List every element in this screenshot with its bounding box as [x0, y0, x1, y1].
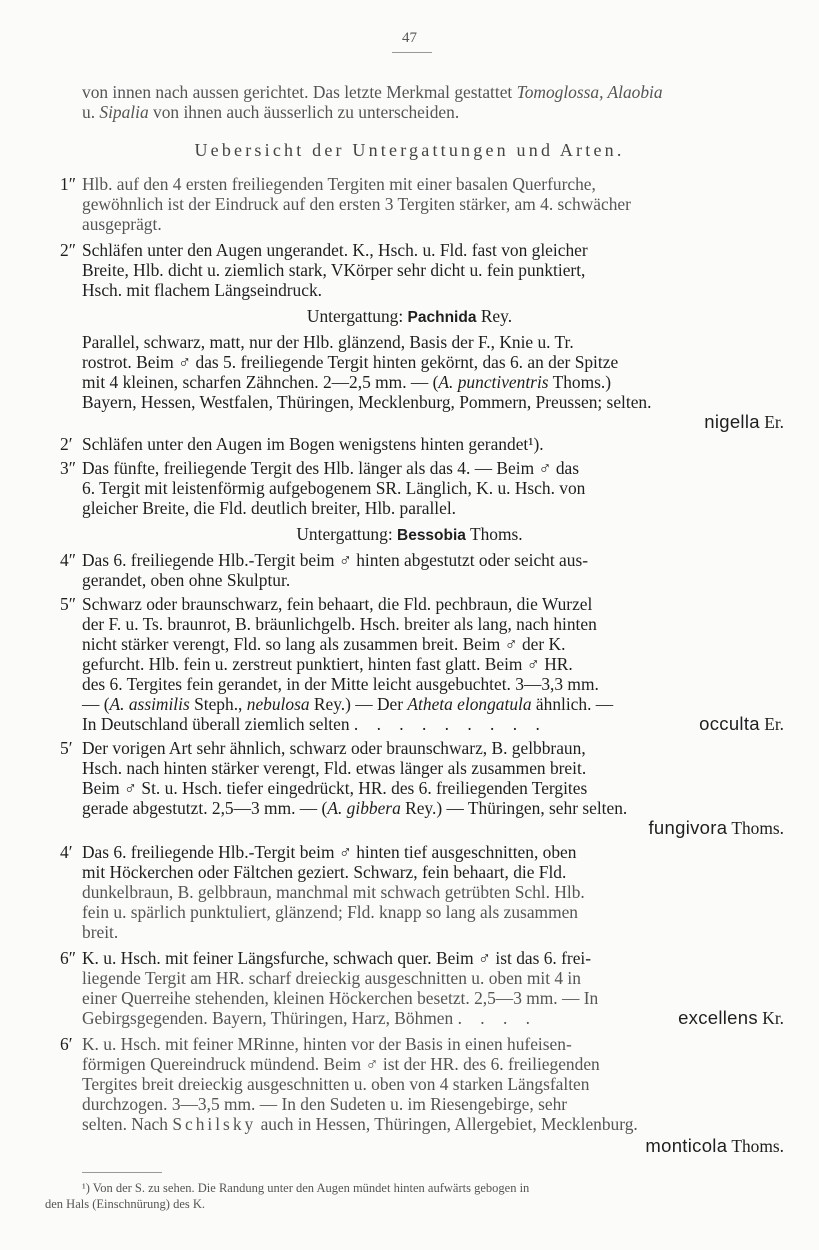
key-4pp-line: Das 6. freiliegende Hlb.-Tergit beim ♂ hinten abgestutzt oder seicht aus-: [82, 550, 589, 570]
key-2pp-line: Hsch. mit flachem Längseindruck.: [82, 280, 323, 300]
key-5pp-line: Schwarz oder braunschwarz, fein behaart, die Fld. pechbraun, die Wurzel: [82, 594, 593, 614]
key-4p-line: dunkelbraun, B. gelbbraun, manchmal mit schwach getrübten Schl. Hlb.: [82, 882, 585, 902]
key-3pp-line: gleicher Breite, die Fld. deutlich breiter, Hlb. parallel.: [82, 498, 457, 518]
key-5p-line: Der vorigen Art sehr ähnlich, schwarz oder braunschwarz, B. gelbbraun,: [82, 738, 586, 758]
key-6p-line: Tergites breit dreieckig ausgeschnitten u. oben von 4 starken Längsfalten: [82, 1074, 590, 1094]
pachnida-line: rostrot. Beim ♂ das 5. freiliegende Tergit hinten gekörnt, das 6. an der Spitze: [82, 352, 619, 372]
key-5pp-line: des 6. Tergites fein gerandet, in der Mitte leicht ausgebuchtet. 3—3,3 mm.: [82, 674, 599, 694]
key-1pp-line: ausgeprägt.: [82, 214, 162, 234]
species-fungivora: fungivora Thoms.: [648, 817, 784, 838]
key-3pp-line: 6. Tergit mit leistenförmig aufgebogenem SR. Länglich, K. u. Hsch. von: [82, 478, 586, 498]
key-6pp-line: Gebirgsgegenden. Bayern, Thüringen, Harz, Böhmen . . . .: [82, 1008, 538, 1028]
footnote-rule: [82, 1172, 162, 1173]
male-symbol-icon: ♂: [338, 842, 352, 862]
key-3pp-line: Das fünfte, freiliegende Tergit des Hlb. länger als das 4. — Beim ♂ das: [82, 458, 580, 478]
page-number-rule: [392, 52, 432, 53]
key-6pp-line: K. u. Hsch. mit feiner Längsfurche, schwach quer. Beim ♂ ist das 6. frei-: [82, 948, 592, 968]
key-5p-line: gerade abgestutzt. 2,5—3 mm. — (A. gibbera Rey.) — Thüringen, sehr selten.: [82, 798, 628, 818]
key-1pp-line: gewöhnlich ist der Eindruck auf den ersten 3 Tergiten stärker, am 4. schwächer: [82, 194, 631, 214]
key-5p-line: Beim ♂ St. u. Hsch. tiefer eingedrückt, HR. des 6. freiliegenden Tergites: [82, 778, 588, 798]
key-2pp-line: Breite, Hlb. dicht u. ziemlich stark, VKörper sehr dicht u. fein punktiert,: [82, 260, 586, 280]
key-marker-4pp: 4″: [60, 550, 76, 570]
key-5pp-line: nicht stärker verengt, Fld. so lang als zusammen breit. Beim ♂ der K.: [82, 634, 566, 654]
key-4p-line: fein u. spärlich punktuliert, glänzend; Fld. knapp so lang als zusammen: [82, 902, 579, 922]
footnote-line-2: den Hals (Einschnürung) des K.: [45, 1197, 206, 1211]
key-5pp-line: — (A. assimilis Steph., nebulosa Rey.) — Der Atheta elongatula ähnlich. —: [82, 694, 614, 714]
section-heading: Uebersicht der Untergattungen und Arten.: [194, 140, 625, 160]
key-marker-2pp: 2″: [60, 240, 76, 260]
male-symbol-icon: ♂: [178, 352, 192, 372]
male-symbol-icon: ♂: [124, 778, 138, 798]
species-excellens: excellens Kr.: [678, 1007, 784, 1028]
key-5pp-line: In Deutschland überall ziemlich selten . . . . . . . . .: [82, 714, 547, 734]
key-4p-line: Das 6. freiliegende Hlb.-Tergit beim ♂ hinten tief ausgeschnitten, oben: [82, 842, 577, 862]
subgenus-pachnida: Untergattung: Pachnida Rey.: [306, 306, 513, 326]
male-symbol-icon: ♂: [478, 948, 492, 968]
male-symbol-icon: ♂: [538, 458, 552, 478]
species-monticola: monticola Thoms.: [645, 1135, 784, 1156]
key-5p-line: Hsch. nach hinten stärker verengt, Fld. etwas länger als zusammen breit.: [82, 758, 587, 778]
key-5pp-line: der F. u. Ts. braunrot, B. bräunlichgelb. Hsch. breiter als lang, nach hinten: [82, 614, 597, 634]
footnote-line-1: ¹) Von der S. zu sehen. Die Randung unter den Augen mündet hinten aufwärts gebogen in: [82, 1181, 530, 1195]
key-2p-line: Schläfen unter den Augen im Bogen wenigstens hinten gerandet¹).: [82, 434, 544, 454]
key-marker-5p: 5′: [60, 738, 73, 758]
key-marker-2p: 2′: [60, 434, 73, 454]
pachnida-line: Parallel, schwarz, matt, nur der Hlb. glänzend, Basis der F., Knie u. Tr.: [82, 332, 574, 352]
key-marker-3pp: 3″: [60, 458, 76, 478]
key-1pp-line: Hlb. auf den 4 ersten freiliegenden Tergiten mit einer basalen Querfurche,: [82, 174, 596, 194]
pachnida-line: mit 4 kleinen, scharfen Zähnchen. 2—2,5 mm. — (A. punctiventris Thoms.): [82, 372, 612, 392]
male-symbol-icon: ♂: [365, 1054, 379, 1074]
key-6p-line: K. u. Hsch. mit feiner MRinne, hinten vor der Basis in einen hufeisen-: [82, 1034, 572, 1054]
intro-line-1: von innen nach aussen gerichtet. Das letzte Merkmal gestattet Tomoglossa, Alaobia: [82, 82, 663, 102]
key-6p-line: förmigen Quereindruck mündend. Beim ♂ ist der HR. des 6. freiliegenden: [82, 1054, 600, 1074]
pachnida-line: Bayern, Hessen, Westfalen, Thüringen, Mecklenburg, Pommern, Preussen; selten.: [82, 392, 652, 412]
male-symbol-icon: ♂: [526, 654, 540, 674]
species-occulta: occulta Er.: [699, 713, 784, 734]
key-4p-line: mit Höckerchen oder Fältchen geziert. Schwarz, fein behaart, die Fld.: [82, 862, 567, 882]
key-6p-line: durchzogen. 3—3,5 mm. — In den Sudeten u. im Riesengebirge, sehr: [82, 1094, 568, 1114]
key-marker-1pp: 1″: [60, 174, 76, 194]
key-marker-6pp: 6″: [60, 948, 76, 968]
intro-line-2: u. Sipalia von ihnen auch äusserlich zu unterscheiden.: [82, 102, 460, 122]
key-marker-5pp: 5″: [60, 594, 76, 614]
male-symbol-icon: ♂: [338, 550, 352, 570]
key-6pp-line: einer Querreihe stehenden, kleinen Höckerchen besetzt. 2,5—3 mm. — In: [82, 988, 599, 1008]
key-5pp-line: gefurcht. Hlb. fein u. zerstreut punktiert, hinten fast glatt. Beim ♂ HR.: [82, 654, 573, 674]
key-6p-line: selten. Nach Schilsky auch in Hessen, Thüringen, Allergebiet, Mecklenburg.: [82, 1114, 638, 1134]
key-2pp-line: Schläfen unter den Augen ungerandet. K., Hsch. u. Fld. fast von gleicher: [82, 240, 588, 260]
male-symbol-icon: ♂: [504, 634, 518, 654]
key-4p-line: breit.: [82, 922, 119, 942]
key-marker-4p: 4′: [60, 842, 73, 862]
species-nigella: nigella Er.: [704, 411, 784, 432]
subgenus-bessobia: Untergattung: Bessobia Thoms.: [296, 524, 523, 544]
key-marker-6p: 6′: [60, 1034, 73, 1054]
key-6pp-line: liegende Tergit am HR. scharf dreieckig ausgeschnitten u. oben mit 4 in: [82, 968, 581, 988]
page-number: 47: [402, 30, 417, 46]
key-4pp-line: gerandet, oben ohne Skulptur.: [82, 570, 291, 590]
